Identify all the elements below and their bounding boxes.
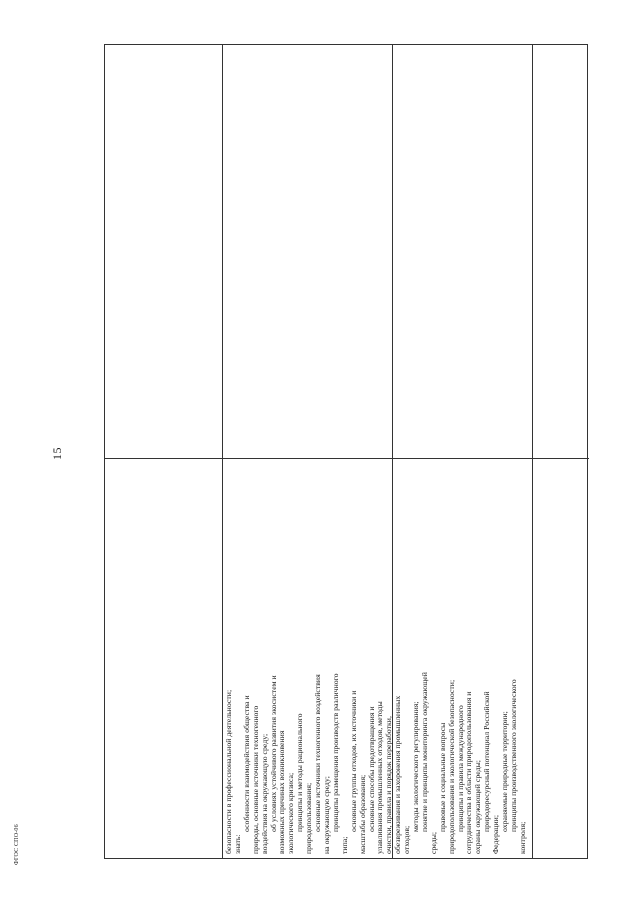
text-line: особенности взаимодействия общества и xyxy=(241,695,251,832)
text-line: природопользования; xyxy=(304,782,314,854)
table-cell-empty xyxy=(105,45,222,458)
text-line: принципы и правила международного xyxy=(455,705,465,832)
text-line: методы экологического регулирования; xyxy=(411,701,421,832)
text-line: среды; xyxy=(428,831,438,854)
text-line: экологического кризиса; xyxy=(286,772,296,854)
text-line: основные источники техногенного воздействия xyxy=(313,674,323,832)
text-line: обезвреживания и захоронения промышленных xyxy=(393,695,403,854)
text-line: очистки, правила и порядок переработки, xyxy=(384,716,394,854)
text-line: знать: xyxy=(232,834,242,854)
text-line: улавливания промышленных отходов, методы xyxy=(375,701,385,854)
text-line: воздействия на окружающую среду; xyxy=(259,733,269,854)
text-line: основные группы отходов, их источники и xyxy=(348,690,358,832)
table-row xyxy=(533,45,589,858)
text-line: возможных причинах возникновения xyxy=(277,730,287,854)
text-line: природы, основные источники техногенного xyxy=(250,705,260,854)
table-row xyxy=(223,45,527,858)
text-line: правовые и социальные вопросы xyxy=(437,722,447,832)
text-line: принципы производственного экологического xyxy=(509,679,518,832)
table-cell-empty xyxy=(533,45,589,458)
table-cell-empty xyxy=(393,45,532,458)
table-cell-empty xyxy=(223,45,392,458)
table-cell-empty xyxy=(533,458,589,858)
page-number: 15 xyxy=(50,447,64,460)
text-line: принципы и методы рационального xyxy=(295,713,305,832)
table-row xyxy=(393,45,533,858)
text-line: охраняемые природные территории; xyxy=(500,711,510,832)
text-line: природоресурсный потенциал Российской xyxy=(482,691,492,832)
competency-table xyxy=(104,44,588,859)
text-line: типа; xyxy=(339,836,349,854)
text-line: контроля; xyxy=(517,821,527,854)
knowledge-list-cell xyxy=(223,458,527,858)
table-row xyxy=(105,45,223,858)
text-line: понятие и принципы мониторинга окружающей xyxy=(419,672,429,832)
text-line: основные способы предотвращения и xyxy=(366,706,376,832)
text-line: на окружающую среду; xyxy=(321,776,331,854)
text-line: принципы размещения производств различного xyxy=(330,673,340,832)
text-line: природопользования и экологической безопасности; xyxy=(446,679,456,854)
text-line: масштабы образования; xyxy=(357,774,367,854)
table-cell-empty xyxy=(393,458,532,858)
table-cell-empty xyxy=(105,458,222,858)
text-line: сотрудничества в области природопользования и xyxy=(464,691,474,854)
text-line: об условиях устойчивого развития экосистем и xyxy=(268,675,278,832)
text-line: отходов; xyxy=(402,825,412,854)
text-line: безопасности в профессиональной деятельности; xyxy=(224,689,233,854)
text-line: охраны окружающей среды; xyxy=(473,760,483,854)
footer-code: ФГОС СПО-06 xyxy=(14,824,20,865)
text-line: Федерации; xyxy=(491,815,501,854)
